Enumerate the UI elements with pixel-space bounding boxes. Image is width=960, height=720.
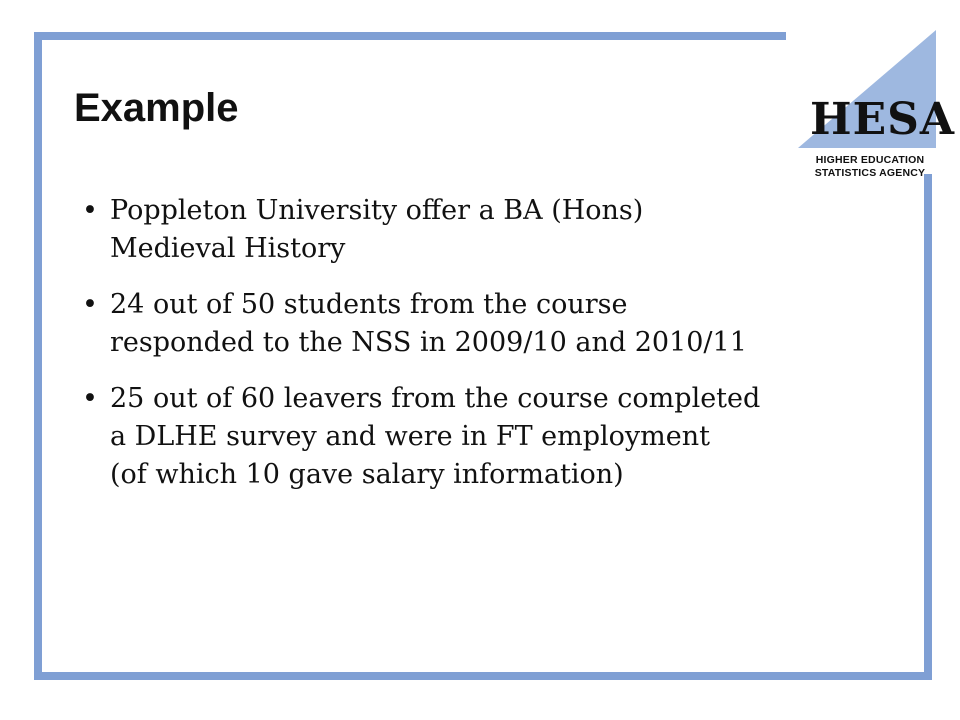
slide-title: Example	[74, 86, 239, 130]
bullet-dot-icon: •	[82, 195, 98, 226]
logo-subtitle-line1: HIGHER EDUCATION	[815, 154, 925, 166]
bullet-item	[74, 192, 894, 268]
logo-subtitle-line2: STATISTICS AGENCY	[814, 167, 926, 179]
bullet-line: 25 out of 60 leavers from the course completed	[110, 383, 761, 414]
bullet-line: responded to the NSS in 2009/10 and 2010/11	[110, 327, 747, 358]
slide-frame-top	[34, 32, 786, 40]
bullet-dot-icon: •	[82, 289, 98, 320]
bullet-line: Medieval History	[110, 233, 346, 264]
bullet-item	[74, 380, 894, 494]
bullet-line: a DLHE survey and were in FT employment	[110, 421, 710, 452]
slide-frame-bottom	[34, 672, 932, 680]
bullet-line: Poppleton University offer a BA (Hons)	[110, 195, 644, 226]
slide-frame-right	[924, 174, 932, 680]
logo-wordmark: HESA	[810, 94, 956, 145]
bullet-list	[74, 192, 894, 512]
bullet-item	[74, 286, 894, 362]
hesa-logo	[790, 30, 956, 179]
bullet-line: 24 out of 50 students from the course	[110, 289, 628, 320]
slide-frame-left	[34, 32, 42, 680]
bullet-line: (of which 10 gave salary information)	[110, 459, 624, 490]
bullet-dot-icon: •	[82, 383, 98, 414]
